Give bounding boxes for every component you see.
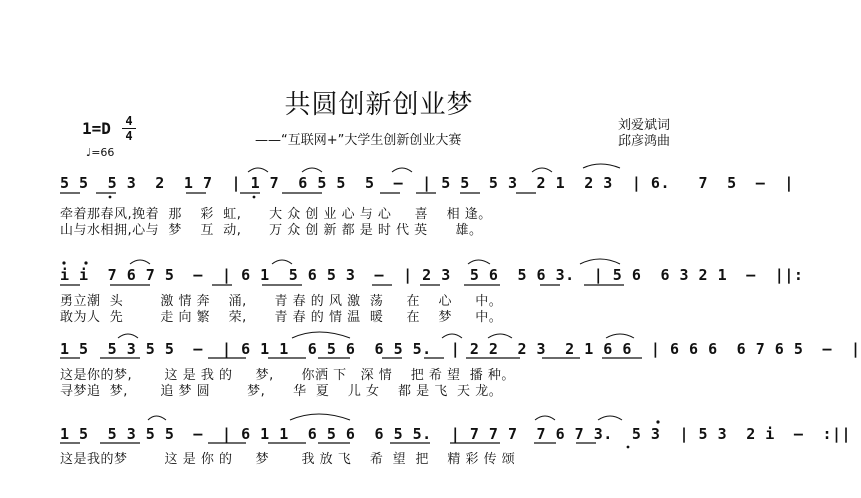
lyricist-credit: 刘爱斌词 <box>618 118 671 133</box>
song-subtitle: ——“互联网+”大学生创新创业大赛 <box>255 133 462 148</box>
octave-dot <box>84 261 87 264</box>
slur <box>272 260 292 264</box>
song-title: 共圆创新创业梦 <box>284 90 474 120</box>
time-signature-top: 4 <box>125 114 133 128</box>
notes-row-1: 5 5 5 3 2 1 7 | 1 7 6 5 5 5 – | 5 5 5 3 2 1 2 3 | 6. 7 5 – | <box>60 174 794 192</box>
octave-dot <box>656 420 659 423</box>
lyrics-row-1-verse-2: 山与水相拥,心与 梦 互 动, 万 众 创 新 都 是 时 代 英 雄。 <box>60 223 483 238</box>
octave-dot <box>253 196 256 199</box>
lyrics-row-3-verse-2: 寻梦追 梦, 追 梦 圆 梦, 华 夏 儿 女 都 是 飞 天 龙。 <box>60 384 503 399</box>
tempo-marking: ♩=66 <box>86 146 115 159</box>
slur <box>130 260 150 264</box>
slur <box>118 334 138 338</box>
slur <box>580 259 620 264</box>
notes-row-4: 1 5 5 3 5 5 – | 6 1 1 6 5 6 6 5 5. | 7 7 7 7 6 7 3. 5 3 | 5 3 2 i – :|| <box>60 425 852 443</box>
slur <box>532 168 552 172</box>
composer-credit: 邱彦鸿曲 <box>618 134 671 149</box>
octave-dot <box>627 446 630 449</box>
slur <box>442 334 462 338</box>
slur <box>292 332 350 338</box>
lyrics-row-1-verse-1: 牵着那春风,挽着 那 彩 虹, 大 众 创 业 心 与 心 喜 相 逢。 <box>60 207 492 222</box>
key-signature: 1=D <box>82 119 111 138</box>
octave-dot <box>109 196 112 199</box>
slur <box>392 168 412 172</box>
slur <box>606 334 634 338</box>
slur <box>302 168 322 172</box>
slur <box>535 416 555 420</box>
notes-row-2: i i 7 6 7 5 – | 6 1 5 6 5 3 – | 2 3 5 6 5 6 3. | 5 6 6 3 2 1 – ||: <box>60 266 804 284</box>
notes-row-3: 1 5 5 3 5 5 – | 6 1 1 6 5 6 6 5 5. | 2 2 2 3 2 1 6 6 | 6 6 6 6 7 6 5 – | <box>60 340 861 358</box>
lyrics-row-4-verse-1: 这是我的梦 这 是 你 的 梦 我 放 飞 希 望 把 精 彩 传 颂 <box>60 452 516 467</box>
slur <box>290 414 350 420</box>
octave-dot <box>62 261 65 264</box>
slur <box>488 334 512 338</box>
lyrics-row-2-verse-2: 敢为人 先 走 向 繁 荣, 青 春 的 情 温 暖 在 梦 中。 <box>60 310 503 325</box>
slur <box>148 416 166 420</box>
slur <box>598 416 622 420</box>
lyrics-row-2-verse-1: 勇立潮 头 激 情 奔 涌, 青 春 的 风 激 荡 在 心 中。 <box>60 294 503 309</box>
slur <box>583 164 620 168</box>
slur <box>248 168 268 172</box>
slur <box>468 260 490 264</box>
time-signature-bottom: 4 <box>125 129 133 143</box>
lyrics-row-3-verse-1: 这是你的梦, 这 是 我 的 梦, 你洒 下 深 情 把 希 望 播 种。 <box>60 368 515 383</box>
